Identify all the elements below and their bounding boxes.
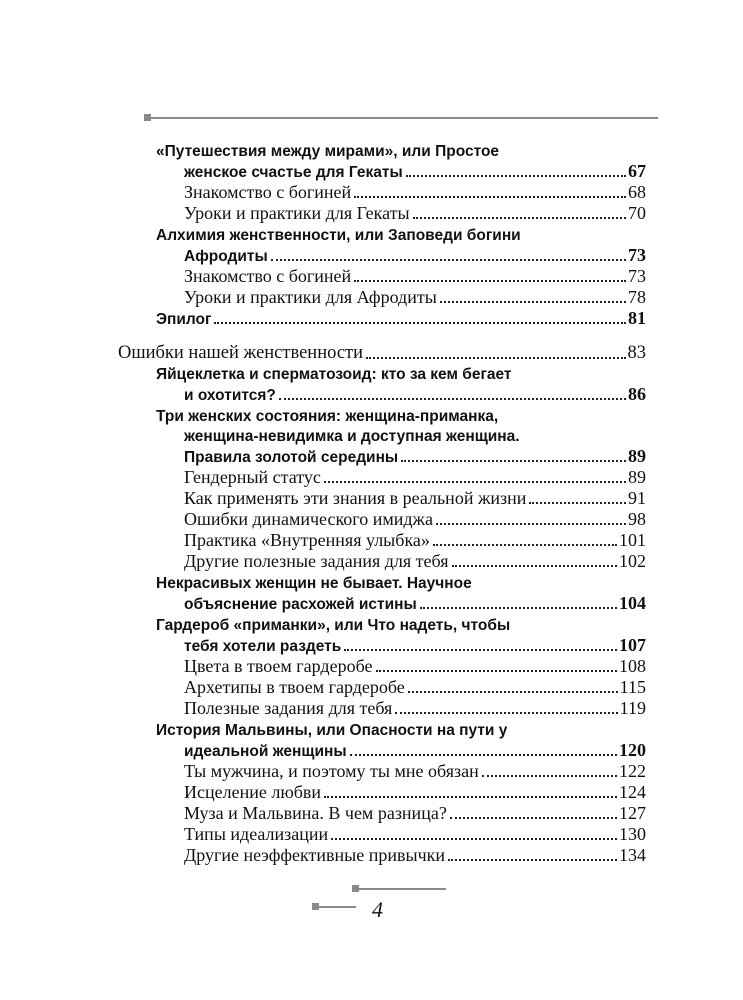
toc-entry-title: Другие полезные задания для тебя bbox=[184, 551, 449, 571]
toc-entry-title: Алхимия женственности, или Заповеди богини bbox=[156, 227, 521, 244]
toc-entry-title: и охотится? bbox=[184, 387, 276, 404]
footer-rule-lower-marker bbox=[312, 903, 319, 910]
toc-entry bbox=[0, 139, 743, 161]
leader-dots bbox=[408, 690, 618, 693]
toc-entry bbox=[0, 244, 743, 266]
toc-entry bbox=[0, 529, 743, 551]
toc-entry bbox=[0, 223, 743, 245]
toc-entry-title: «Путешествия между мирами», или Простое bbox=[156, 143, 500, 160]
toc-entry-page: 89 bbox=[628, 467, 646, 487]
leader-dots bbox=[406, 174, 626, 177]
leader-dots bbox=[324, 795, 617, 798]
toc-entry-page: 127 bbox=[619, 803, 646, 823]
toc-entry-title: женское счастье для Гекаты bbox=[184, 164, 403, 181]
toc-entry-page: 102 bbox=[619, 551, 646, 571]
leader-dots bbox=[354, 195, 626, 198]
toc-entry-page: 115 bbox=[619, 677, 646, 697]
toc-entry-title: История Мальвины, или Опасности на пути у bbox=[156, 722, 508, 739]
toc-entry bbox=[0, 466, 743, 488]
toc-entry bbox=[0, 718, 743, 740]
toc-entry-title: Эпилог bbox=[156, 311, 212, 328]
toc-entry-title: Ошибки нашей женственности bbox=[118, 343, 364, 363]
toc-entry bbox=[0, 265, 743, 287]
toc-entry bbox=[0, 655, 743, 677]
toc-entry bbox=[0, 676, 743, 698]
toc-entry bbox=[0, 202, 743, 224]
toc-entry bbox=[0, 181, 743, 203]
toc-entry-title: Другие неэффективные привычки bbox=[184, 845, 446, 865]
toc-entry bbox=[0, 613, 743, 635]
toc-entry-title: Уроки и практики для Гекаты bbox=[184, 203, 410, 223]
top-rule bbox=[148, 117, 658, 119]
top-rule-marker bbox=[144, 114, 151, 121]
toc-entry bbox=[0, 383, 743, 405]
leader-dots bbox=[354, 279, 626, 282]
toc-entry bbox=[0, 739, 743, 761]
toc-entry bbox=[0, 760, 743, 782]
toc-section-heading bbox=[0, 342, 743, 364]
leader-dots bbox=[324, 480, 626, 483]
toc-entry-title: Знакомство с богиней bbox=[184, 266, 352, 286]
toc-entry-page: 124 bbox=[619, 782, 646, 802]
toc-entry-page: 86 bbox=[628, 384, 646, 404]
leader-dots bbox=[436, 522, 626, 525]
toc-entry-page: 83 bbox=[627, 343, 646, 363]
leader-dots bbox=[420, 606, 617, 609]
page-number: 4 bbox=[372, 897, 383, 922]
toc-entry-page: 134 bbox=[619, 845, 646, 865]
footer-rule-upper-marker bbox=[352, 885, 359, 892]
toc-entry-title: Архетипы в твоем гардеробе bbox=[184, 677, 405, 697]
toc-entry-title: Уроки и практики для Афродиты bbox=[184, 287, 437, 307]
toc-entry-title: Как применять эти знания в реальной жизни bbox=[184, 488, 527, 508]
toc-entry-title: Гардероб «приманки», или Что надеть, чтобы bbox=[156, 617, 511, 634]
toc-entry-page: 98 bbox=[628, 509, 646, 529]
leader-dots bbox=[350, 753, 617, 756]
toc-entry-title: Исцеление любви bbox=[184, 782, 322, 802]
leader-dots bbox=[214, 321, 626, 324]
toc-entry-page: 67 bbox=[628, 161, 646, 181]
toc-entry-title: Муза и Мальвина. В чем разница? bbox=[184, 803, 447, 823]
footer-rule-upper bbox=[356, 888, 446, 890]
footer-rule-lower bbox=[316, 906, 356, 908]
toc-entry-page: 89 bbox=[628, 446, 646, 466]
leader-dots bbox=[376, 669, 618, 672]
toc-entry-title: Полезные задания для тебя bbox=[184, 698, 393, 718]
toc-entry-title: Практика «Внутренняя улыбка» bbox=[184, 530, 430, 550]
leader-dots bbox=[331, 837, 617, 840]
toc-entry bbox=[0, 571, 743, 593]
toc-entry bbox=[0, 508, 743, 530]
leader-dots bbox=[279, 397, 626, 400]
toc-entry bbox=[0, 823, 743, 845]
leader-dots bbox=[433, 543, 617, 546]
toc-entry-page: 68 bbox=[628, 182, 646, 202]
toc-entry-title: тебя хотели раздеть bbox=[184, 638, 342, 655]
toc-entry-title: Знакомство с богиней bbox=[184, 182, 352, 202]
toc-entry-title: Яйцеклетка и сперматозоид: кто за кем бегает bbox=[156, 366, 512, 383]
leader-dots bbox=[450, 816, 617, 819]
toc-entry bbox=[0, 286, 743, 308]
toc-entry-page: 73 bbox=[628, 245, 646, 265]
leader-dots bbox=[482, 774, 617, 777]
toc-entry-page: 130 bbox=[619, 824, 646, 844]
toc-entry bbox=[0, 550, 743, 572]
toc-entry-page: 122 bbox=[619, 761, 646, 781]
toc-entry-page: 78 bbox=[628, 287, 646, 307]
toc-entry-page: 119 bbox=[619, 698, 646, 718]
toc-entry-title: объяснение расхожей истины bbox=[184, 596, 417, 613]
leader-dots bbox=[271, 258, 626, 261]
toc-entry-title: женщина-невидимка и доступная женщина. bbox=[184, 428, 520, 445]
toc-entry-page: 73 bbox=[628, 266, 646, 286]
toc-entry bbox=[0, 445, 743, 467]
leader-dots bbox=[529, 501, 626, 504]
toc-entry-page: 107 bbox=[619, 635, 646, 655]
leader-dots bbox=[366, 356, 625, 359]
toc-entry-title: идеальной женщины bbox=[184, 743, 347, 760]
toc-entry-title: Ты мужчина, и поэтому ты мне обязан bbox=[184, 761, 479, 781]
toc-entry-page: 70 bbox=[628, 203, 646, 223]
leader-dots bbox=[344, 648, 617, 651]
leader-dots bbox=[413, 216, 626, 219]
toc-entry bbox=[0, 802, 743, 824]
toc-entry bbox=[0, 844, 743, 866]
toc-entry bbox=[0, 487, 743, 509]
toc-entry-title: Типы идеализации bbox=[184, 824, 329, 844]
leader-dots bbox=[452, 564, 617, 567]
toc-entry-page: 91 bbox=[628, 488, 646, 508]
toc-entry bbox=[0, 697, 743, 719]
toc-entry bbox=[0, 634, 743, 656]
toc-entry-page: 120 bbox=[619, 740, 646, 760]
toc-entry bbox=[0, 404, 743, 426]
leader-dots bbox=[448, 858, 617, 861]
toc-entry bbox=[0, 592, 743, 614]
toc-entry-title: Гендерный статус bbox=[184, 467, 321, 487]
toc-entry-title: Цвета в твоем гардеробе bbox=[184, 656, 373, 676]
toc-entry bbox=[0, 781, 743, 803]
toc-entry bbox=[0, 424, 743, 446]
toc-entry-title: Некрасивых женщин не бывает. Научное bbox=[156, 575, 472, 592]
toc-entry bbox=[0, 160, 743, 182]
toc-entry-title: Правила золотой середины bbox=[184, 449, 399, 466]
leader-dots bbox=[401, 459, 626, 462]
toc-entry bbox=[0, 362, 743, 384]
toc-entry-title: Три женских состояния: женщина-приманка, bbox=[156, 408, 499, 425]
leader-dots bbox=[440, 300, 626, 303]
toc-entry-page: 81 bbox=[628, 308, 646, 328]
toc-entry bbox=[0, 307, 743, 329]
toc-entry-page: 108 bbox=[619, 656, 646, 676]
toc-entry-title: Афродиты bbox=[184, 248, 268, 265]
leader-dots bbox=[395, 711, 617, 714]
toc-entry-page: 101 bbox=[619, 530, 646, 550]
toc-entry-title: Ошибки динамического имиджа bbox=[184, 509, 433, 529]
toc-entry-page: 104 bbox=[619, 593, 646, 613]
